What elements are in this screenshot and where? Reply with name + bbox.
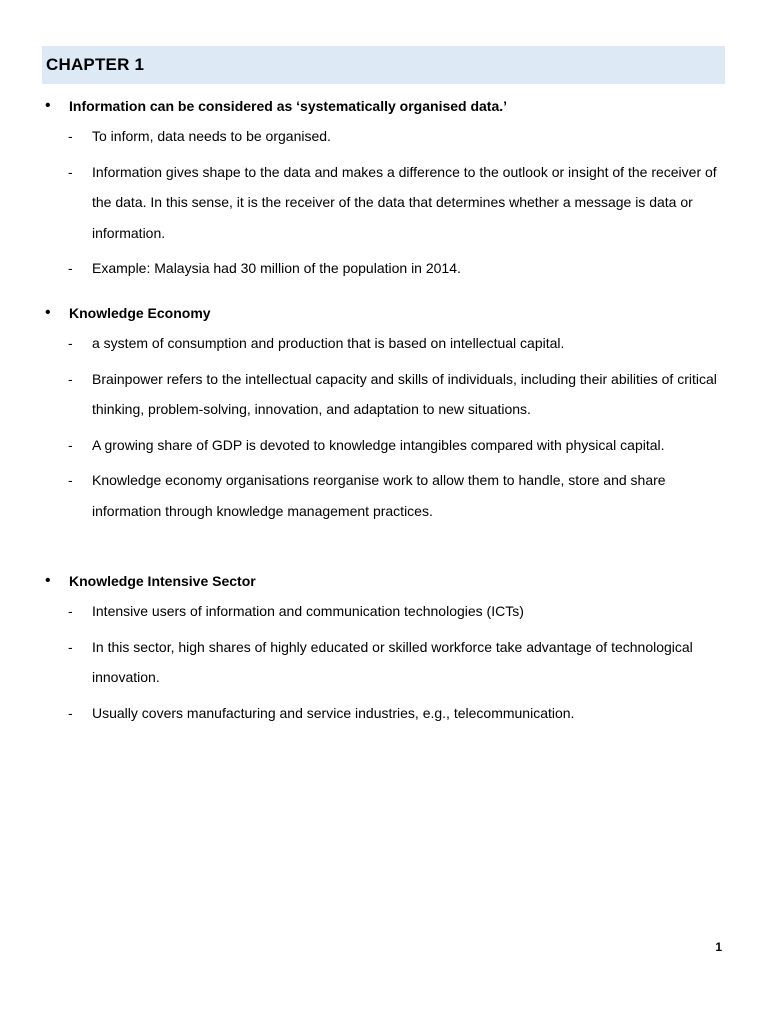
dash-marker: - bbox=[68, 335, 73, 351]
dash-marker: - bbox=[68, 638, 73, 655]
list-item-text: a system of consumption and production that is based on intellectual capital. bbox=[92, 335, 565, 351]
section-item-list bbox=[44, 126, 734, 284]
dash-marker: - bbox=[68, 436, 73, 453]
section-heading: Knowledge Economy bbox=[69, 305, 211, 321]
dash-marker: - bbox=[68, 260, 73, 276]
section-knowledge-intensive-sector bbox=[44, 571, 734, 728]
list-item-text: Knowledge economy organisations reorganise work to allow them to handle, store and share information through knowledge management practices. bbox=[92, 472, 666, 519]
list-item-text: A growing share of GDP is devoted to knowledge intangibles compared with physical capital. bbox=[92, 436, 665, 453]
section-knowledge-economy bbox=[44, 303, 734, 526]
list-item-text: In this sector, high shares of highly educated or skilled workforce take advantage of technological innovation. bbox=[92, 638, 693, 685]
list-item bbox=[44, 126, 734, 152]
dash-marker: - bbox=[68, 472, 73, 488]
section-heading: Knowledge Intensive Sector bbox=[69, 573, 256, 589]
dash-marker: - bbox=[68, 163, 73, 180]
list-item bbox=[44, 369, 734, 425]
page-number: 1 bbox=[715, 940, 722, 954]
section-heading-row bbox=[44, 571, 734, 591]
list-item-text: To inform, data needs to be organised. bbox=[92, 128, 331, 144]
section-item-list bbox=[44, 601, 734, 728]
bullet-icon: • bbox=[45, 572, 51, 589]
list-item-text: Example: Malaysia had 30 million of the population in 2014. bbox=[92, 260, 461, 276]
list-item bbox=[44, 333, 734, 359]
list-item bbox=[44, 162, 734, 249]
list-item bbox=[44, 470, 734, 526]
section-heading-row bbox=[44, 303, 734, 323]
list-item-text: Usually covers manufacturing and service industries, e.g., telecommunication. bbox=[92, 704, 575, 721]
list-item bbox=[44, 258, 734, 284]
bullet-icon: • bbox=[45, 304, 51, 321]
chapter-title: CHAPTER 1 bbox=[46, 55, 145, 74]
section-information bbox=[44, 96, 734, 284]
list-item-text: Information gives shape to the data and makes a difference to the outlook or insight of the receiver of the data. In this sense, it is the receiver of the data that determines whether a message is data or information. bbox=[92, 163, 717, 241]
section-heading-row bbox=[44, 96, 734, 116]
dash-marker: - bbox=[68, 128, 73, 144]
list-item bbox=[44, 601, 734, 627]
dash-marker: - bbox=[68, 370, 73, 387]
list-item-text: Brainpower refers to the intellectual capacity and skills of individuals, including their abilities of critical thinking, problem-solving, innovation, and adaptation to new situations. bbox=[92, 370, 717, 417]
list-item-text: Intensive users of information and communication technologies (ICTs) bbox=[92, 603, 524, 619]
list-item bbox=[44, 703, 734, 729]
dash-marker: - bbox=[68, 704, 73, 721]
section-item-list bbox=[44, 333, 734, 526]
chapter-header-bar bbox=[42, 46, 725, 84]
list-item bbox=[44, 637, 734, 693]
section-heading: Information can be considered as ‘systematically organised data.’ bbox=[69, 98, 508, 114]
list-item bbox=[44, 435, 734, 461]
bullet-icon: • bbox=[45, 97, 51, 114]
dash-marker: - bbox=[68, 603, 73, 619]
